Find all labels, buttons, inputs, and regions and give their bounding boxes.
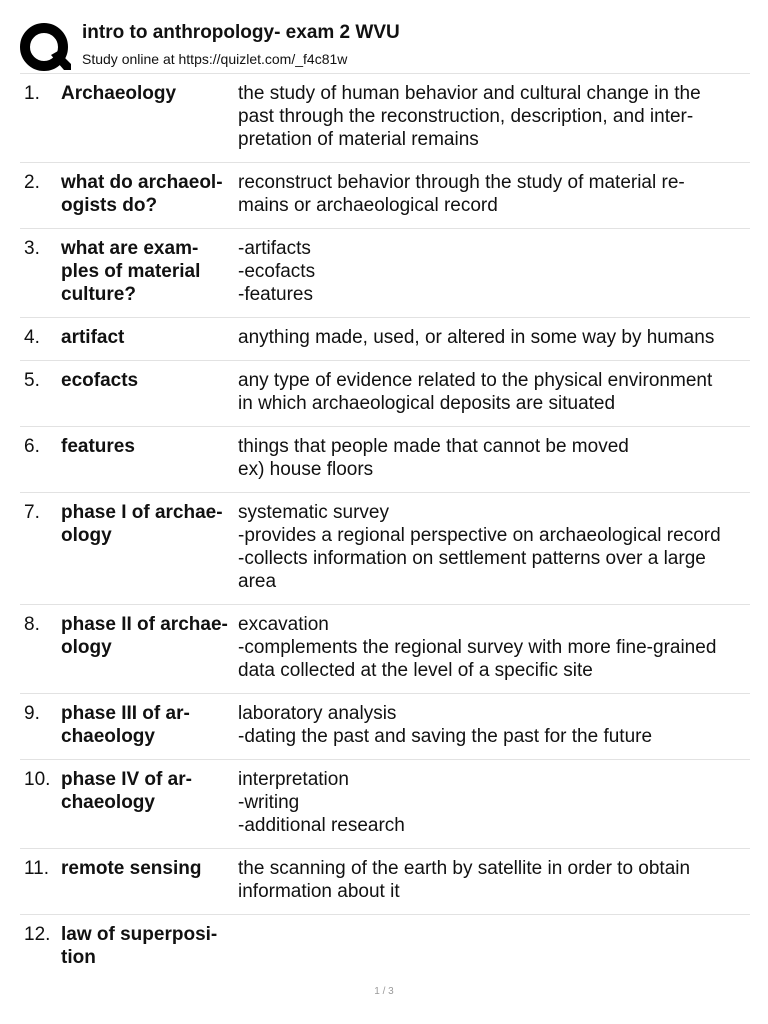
flashcard-row — [20, 74, 750, 163]
card-term: phase I of archae- ology — [61, 502, 223, 546]
quizlet-q-logo-icon — [20, 22, 72, 74]
page-title: intro to anthropology- exam 2 WVU — [82, 22, 400, 43]
card-number: 11. — [24, 858, 50, 879]
flashcard-row — [20, 427, 750, 493]
flashcard-row — [20, 915, 750, 980]
flashcard-row — [20, 361, 750, 427]
card-number: 6. — [24, 436, 40, 457]
card-number: 4. — [24, 327, 40, 348]
card-number: 8. — [24, 614, 40, 635]
card-term: phase IV of ar- chaeology — [61, 769, 192, 813]
card-term: what do archaeol- ogists do? — [61, 172, 223, 216]
card-definition: reconstruct behavior through the study of material re- mains or archaeological record — [238, 172, 685, 216]
card-term: artifact — [61, 327, 125, 348]
flashcard-list — [20, 73, 750, 980]
card-definition: -artifacts -ecofacts -features — [238, 238, 316, 305]
card-term: phase II of archae- ology — [61, 614, 228, 658]
card-number: 3. — [24, 238, 40, 259]
card-definition: interpretation -writing -additional research — [238, 769, 405, 836]
card-term: Archaeology — [61, 83, 177, 104]
flashcard-row — [20, 318, 750, 361]
card-definition: any type of evidence related to the physical environment in which archaeological deposits are situated — [238, 370, 713, 414]
card-number: 2. — [24, 172, 40, 193]
flashcard-row — [20, 849, 750, 915]
flashcard-row — [20, 493, 750, 605]
card-number: 5. — [24, 370, 40, 391]
card-number: 9. — [24, 703, 40, 724]
card-term: law of superposi- tion — [61, 924, 218, 968]
card-number: 12. — [24, 924, 51, 945]
card-term: ecofacts — [61, 370, 139, 391]
card-definition: things that people made that cannot be moved ex) house floors — [238, 436, 629, 480]
card-definition: the scanning of the earth by satellite in order to obtain information about it — [238, 858, 691, 902]
card-term: what are exam- ples of material culture? — [61, 238, 201, 305]
study-online-link[interactable]: Study online at https://quizlet.com/_f4c81w — [82, 51, 348, 67]
flashcard-row — [20, 163, 750, 229]
card-definition: laboratory analysis -dating the past and saving the past for the future — [238, 703, 653, 747]
flashcard-row — [20, 694, 750, 760]
page-indicator: 1 / 3 — [374, 986, 394, 997]
flashcard-row — [20, 760, 750, 849]
card-term: phase III of ar- chaeology — [61, 703, 190, 747]
card-definition: anything made, used, or altered in some way by humans — [238, 327, 715, 348]
card-term: features — [61, 436, 135, 457]
card-definition: the study of human behavior and cultural change in the past through the reconstruction, description, and inter- pretation of material remains — [238, 83, 701, 150]
page-header — [20, 20, 750, 70]
flashcard-row — [20, 605, 750, 694]
card-number: 1. — [24, 83, 40, 104]
flashcard-row — [20, 229, 750, 318]
card-number: 10. — [24, 769, 51, 790]
card-term: remote sensing — [61, 858, 202, 879]
card-definition: systematic survey -provides a regional perspective on archaeological record -collects information on settlement patterns over a large area — [238, 502, 721, 592]
card-definition — [238, 923, 750, 969]
card-number: 7. — [24, 502, 40, 523]
card-definition: excavation -complements the regional survey with more fine-grained data collected at the level of a specific site — [238, 614, 717, 681]
